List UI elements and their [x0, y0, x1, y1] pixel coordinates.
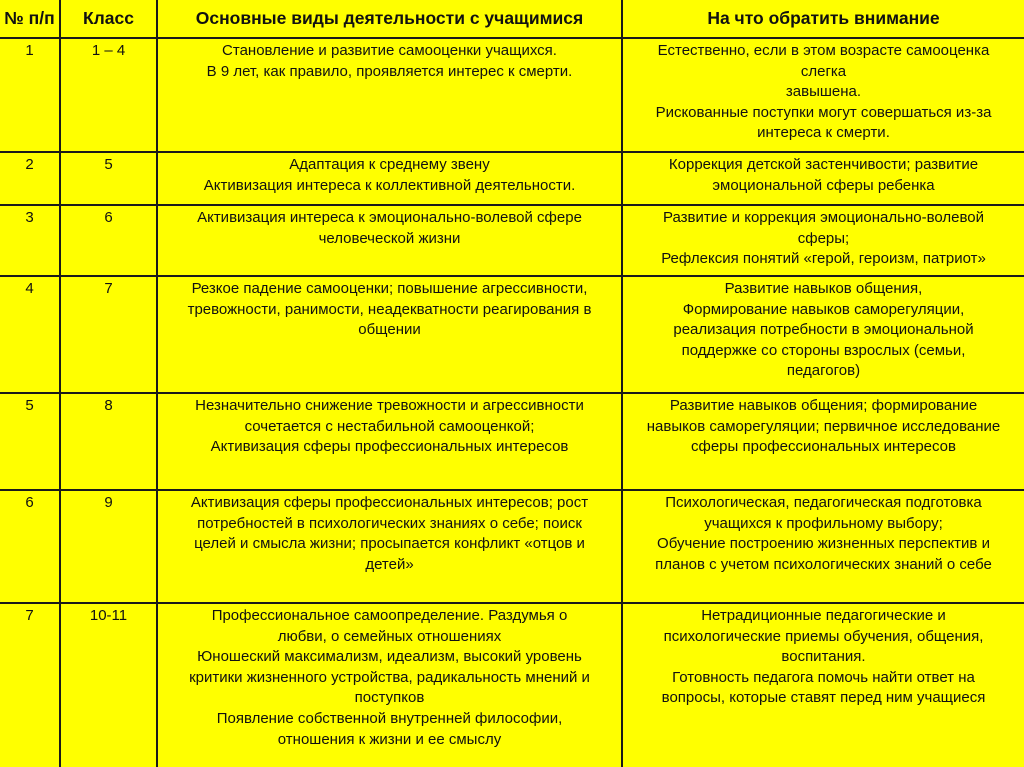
cell-attention: Психологическая, педагогическая подготовка учащихся к профильному выбору; Обучение построению жизненных перспектив и планов с учетом психологических знаний о себе	[622, 490, 1024, 603]
cell-grade: 7	[60, 276, 157, 393]
cell-attention: Развитие навыков общения, Формирование навыков саморегуляции, реализация потребности в эмоциональной поддержке со стороны взрослых (семьи, педагогов)	[622, 276, 1024, 393]
cell-grade: 8	[60, 393, 157, 490]
header-number: № п/п	[0, 0, 60, 38]
table-row	[0, 38, 1024, 152]
cell-attention: Развитие навыков общения; формирование навыков саморегуляции; первичное исследование сферы профессиональных интересов	[622, 393, 1024, 490]
cell-grade: 10-11	[60, 603, 157, 767]
cell-number: 1	[0, 38, 60, 152]
cell-activities: Резкое падение самооценки; повышение агрессивности, тревожности, ранимости, неадекватности реагирования в общении	[157, 276, 622, 393]
header-activities: Основные виды деятельности с учащимися	[157, 0, 622, 38]
cell-attention: Естественно, если в этом возрасте самооценка слегка завышена. Рискованные поступки могут совершаться из-за интереса к смерти.	[622, 38, 1024, 152]
cell-grade: 9	[60, 490, 157, 603]
cell-number: 3	[0, 205, 60, 276]
cell-number: 2	[0, 152, 60, 205]
table-row	[0, 152, 1024, 205]
cell-number: 4	[0, 276, 60, 393]
cell-grade: 5	[60, 152, 157, 205]
cell-activities: Становление и развитие самооценки учащихся. В 9 лет, как правило, проявляется интерес к смерти.	[157, 38, 622, 152]
table-row	[0, 490, 1024, 603]
cell-number: 7	[0, 603, 60, 767]
header-grade: Класс	[60, 0, 157, 38]
cell-activities: Активизация интереса к эмоционально-волевой сфере человеческой жизни	[157, 205, 622, 276]
table-row	[0, 603, 1024, 767]
cell-activities: Адаптация к среднему звену Активизация интереса к коллективной деятельности.	[157, 152, 622, 205]
cell-grade: 1 – 4	[60, 38, 157, 152]
table-row	[0, 393, 1024, 490]
cell-attention: Нетрадиционные педагогические и психологические приемы обучения, общения, воспитания. Готовность педагога помочь найти ответ на вопросы, которые ставят перед ним учащиеся	[622, 603, 1024, 767]
cell-number: 6	[0, 490, 60, 603]
table-row	[0, 276, 1024, 393]
cell-activities: Профессиональное самоопределение. Раздумья о любви, о семейных отношениях Юношеский максимализм, идеализм, высокий уровень критики жизненного устройства, радикальность мнений и поступков Появление собственной внутренней философии, отношения к жизни и ее смыслу	[157, 603, 622, 767]
header-attention: На что обратить внимание	[622, 0, 1024, 38]
cell-grade: 6	[60, 205, 157, 276]
table-row	[0, 205, 1024, 276]
cell-attention: Коррекция детской застенчивости; развитие эмоциональной сферы ребенка	[622, 152, 1024, 205]
cell-activities: Незначительно снижение тревожности и агрессивности сочетается с нестабильной самооценкой; Активизация сферы профессиональных интересов	[157, 393, 622, 490]
cell-activities: Активизация сферы профессиональных интересов; рост потребностей в психологических знаниях о себе; поиск целей и смысла жизни; просыпается конфликт «отцов и детей»	[157, 490, 622, 603]
cell-attention: Развитие и коррекция эмоционально-волевой сферы; Рефлексия понятий «герой, героизм, патриот»	[622, 205, 1024, 276]
cell-number: 5	[0, 393, 60, 490]
header-row	[0, 0, 1024, 38]
